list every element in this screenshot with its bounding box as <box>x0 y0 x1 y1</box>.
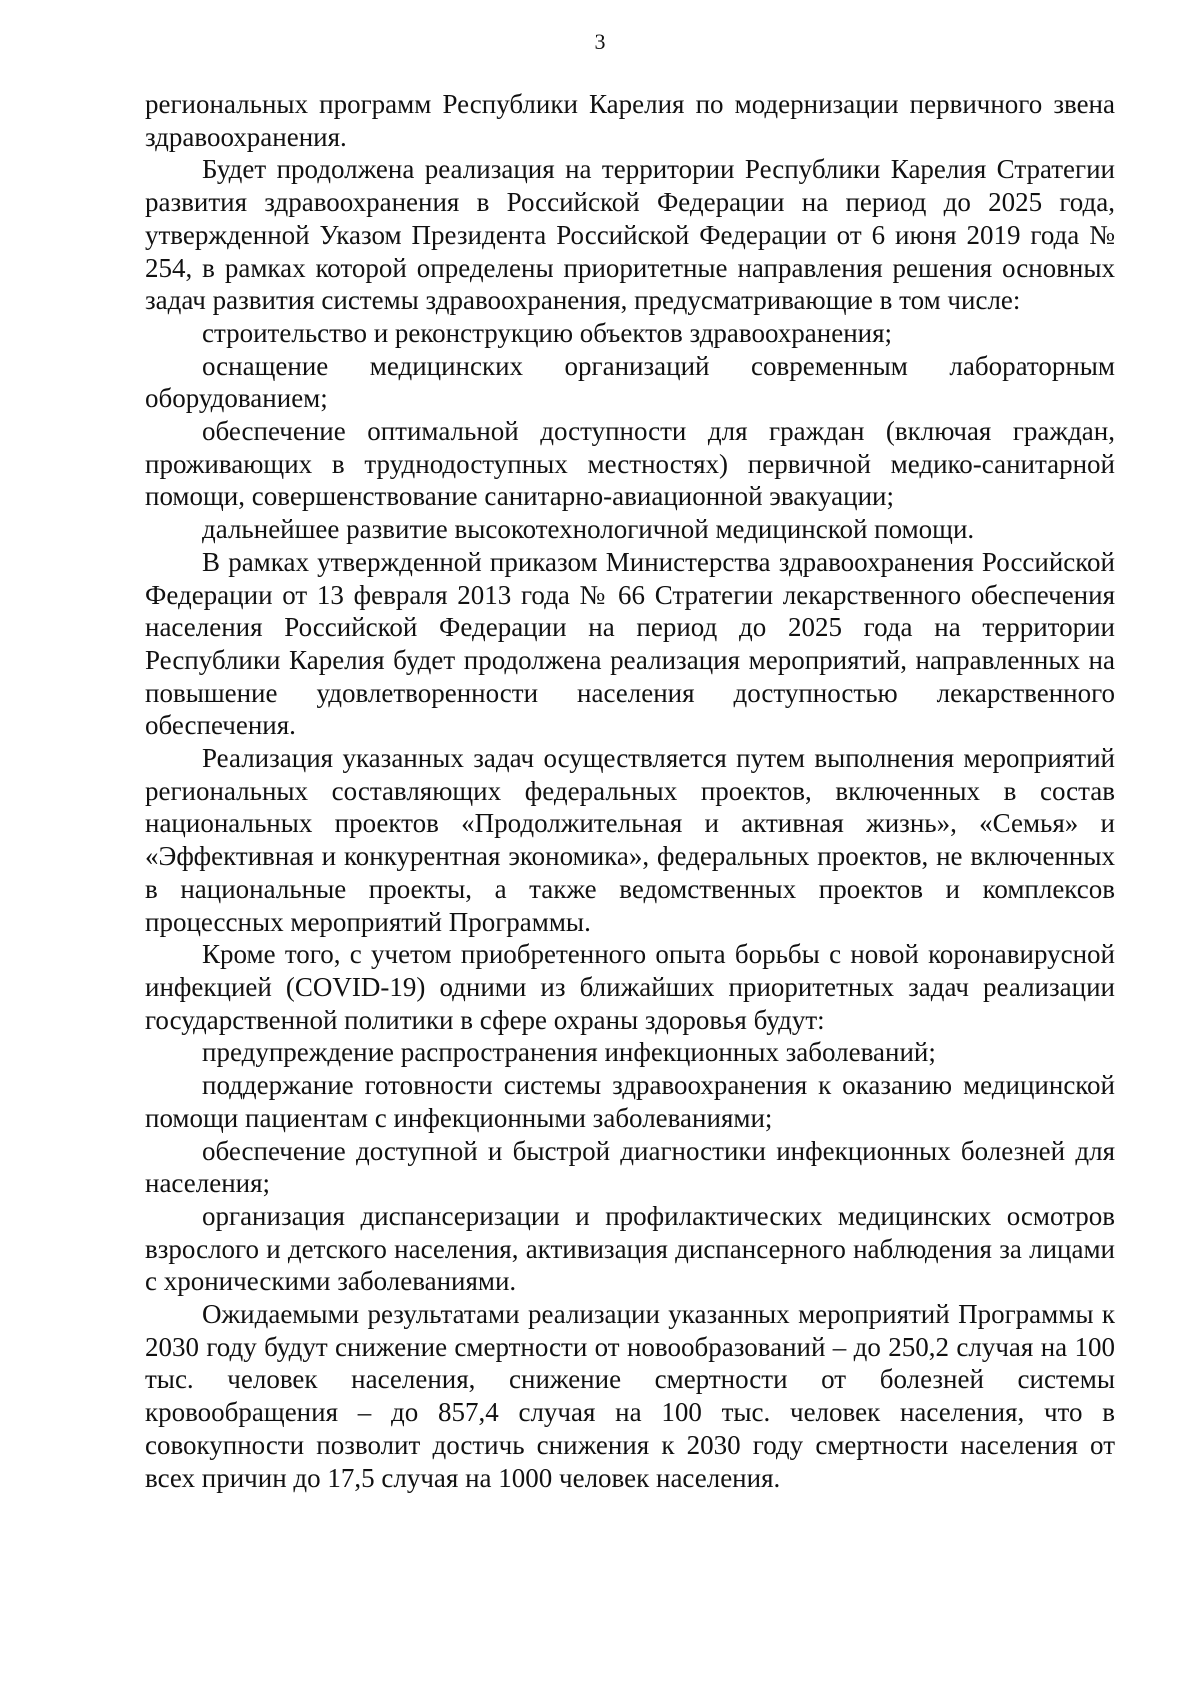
list-item: поддержание готовности системы здравоохранения к оказанию медицинской помощи пациентам с инфекционными заболеваниями; <box>145 1070 1115 1133</box>
page-number: 3 <box>594 29 606 54</box>
paragraph: Ожидаемыми результатами реализации указанных мероприятий Программы к 2030 году будут снижение смертности от новообразований – до 250,2 случая на 100 тыс. человек населения, снижение смертности от болезней системы кровообращения – до 857,4 случая на 100 тыс. человек населения, что в совокупности позволит достичь снижения к 2030 году смертности населения от всех причин до 17,5 случая на 1000 человек населения. <box>145 1299 1115 1493</box>
document-body <box>145 88 1115 1494</box>
list-item: дальнейшее развитие высокотехнологичной медицинской помощи. <box>202 514 975 545</box>
paragraph: Кроме того, с учетом приобретенного опыта борьбы с новой коронавирусной инфекцией (COVID-19) одними из ближайших приоритетных задач реализации государственной политики в сфере охраны здоровья будут: <box>145 939 1115 1035</box>
list-item: организация диспансеризации и профилактических медицинских осмотров взрослого и детского населения, активизация диспансерного наблюдения за лицами с хроническими заболеваниями. <box>145 1200 1115 1297</box>
list-item: оснащение медицинских организаций современным лабораторным оборудованием; <box>145 350 1115 414</box>
list-item: обеспечение доступной и быстрой диагностики инфекционных болезней для населения; <box>145 1135 1115 1199</box>
list-item: обеспечение оптимальной доступности для граждан (включая граждан, проживающих в труднодоступных местностях) первичной медико-санитарной помощи, совершенствование санитарно-авиационной эвакуации; <box>145 416 1115 512</box>
paragraph: В рамках утвержденной приказом Министерства здравоохранения Российской Федерации от 13 февраля 2013 года № 66 Стратегии лекарственного обеспечения населения Российской Федерации на период до 2025 года на территории Республики Карелия будет продолжена реализация мероприятий, направленных на повышение удовлетворенности населения доступностью лекарственного обеспечения. <box>145 546 1115 741</box>
list-item: предупреждение распространения инфекционных заболеваний; <box>202 1037 936 1068</box>
paragraph: Реализация указанных задач осуществляется путем выполнения мероприятий региональных составляющих федеральных проектов, включенных в состав национальных проектов «Продолжительная и активная жизнь», «Семья» и «Эффективная и конкурентная экономика», федеральных проектов, не включенных в национальные проекты, а также ведомственных проектов и комплексов процессных мероприятий Программы. <box>145 743 1115 937</box>
paragraph: региональных программ Республики Карелия по модернизации первичного звена здравоохранения. <box>145 89 1115 152</box>
list-item: строительство и реконструкцию объектов здравоохранения; <box>202 317 893 348</box>
paragraph: Будет продолжена реализация на территории Республики Карелия Стратегии развития здравоохранения в Российской Федерации на период до 2025 года, утвержденной Указом Президента Российской Федерации от 6 июня 2019 года № 254, в рамках которой определены приоритетные направления решения основных задач развития системы здравоохранения, предусматривающие в том числе: <box>145 154 1115 316</box>
